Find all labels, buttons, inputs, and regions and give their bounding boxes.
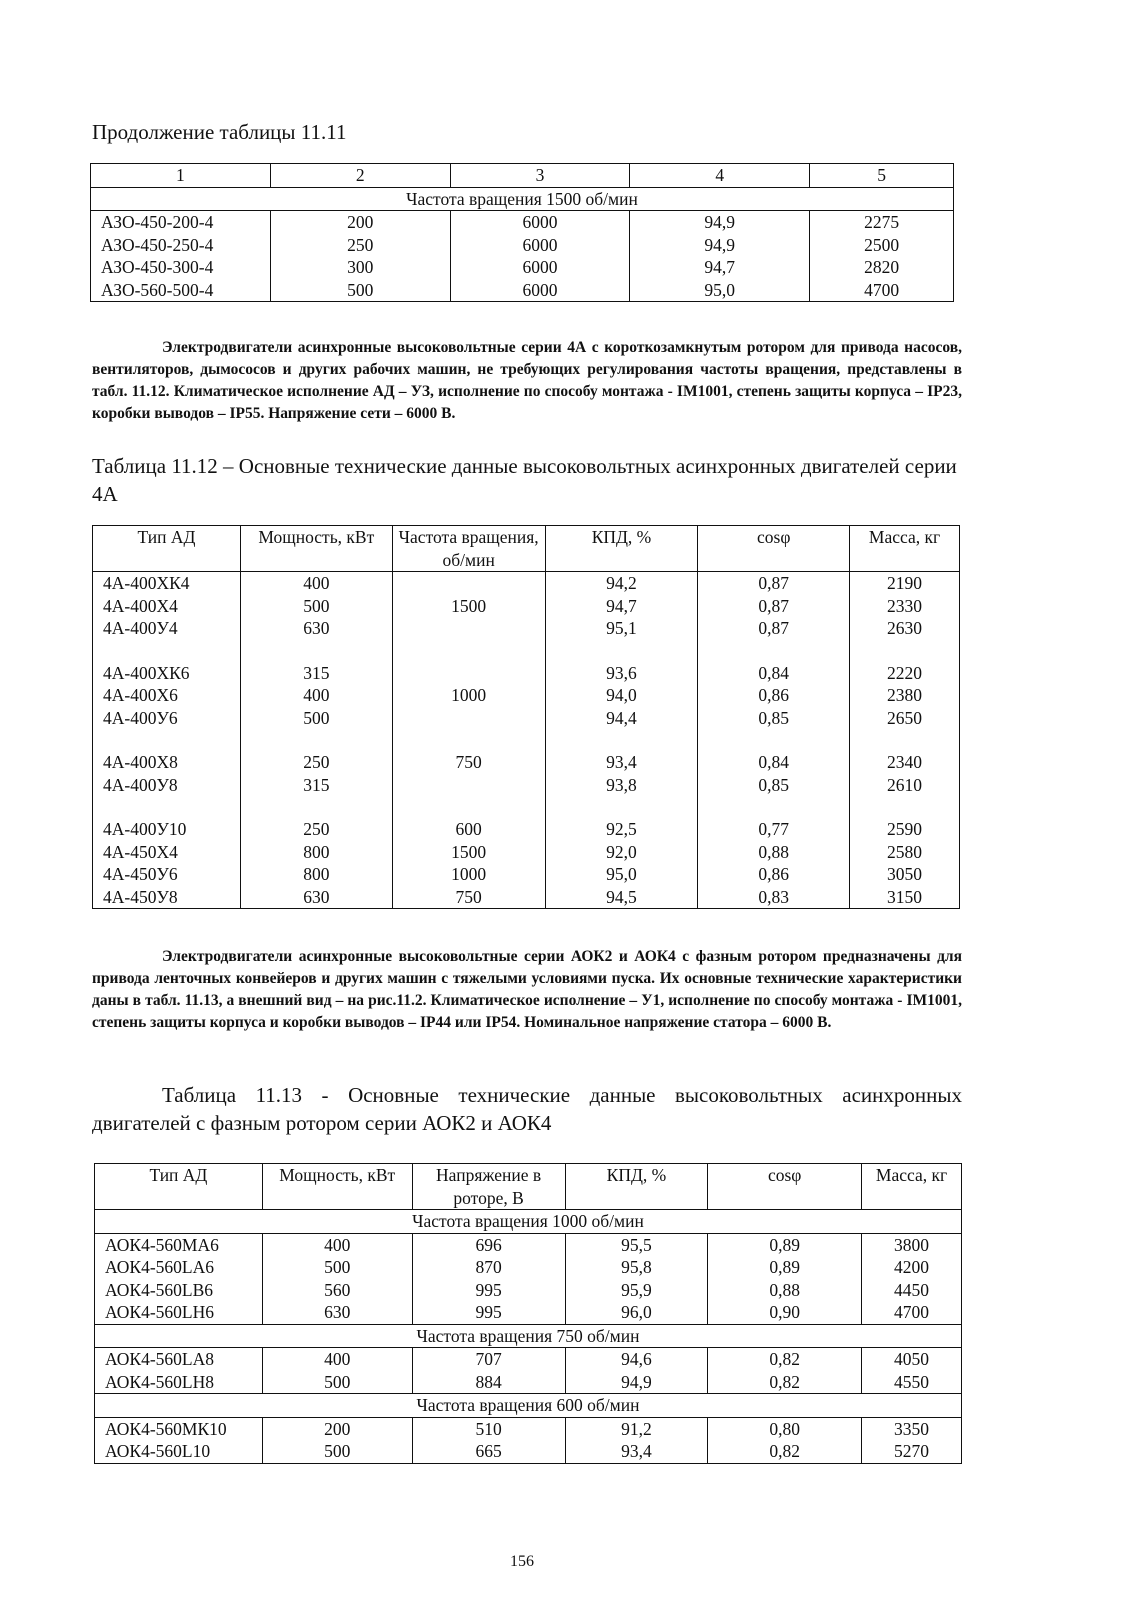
table-cell: 400	[262, 1233, 412, 1256]
table-row	[93, 818, 960, 841]
table-cell: 0,85	[698, 774, 850, 797]
table-cell: 4700	[810, 279, 954, 302]
table-cell: 630	[262, 1301, 412, 1324]
table-cell: 800	[240, 841, 392, 864]
table-header-row	[95, 1164, 962, 1210]
table-cell: 995	[412, 1301, 565, 1324]
table-cell: 95,0	[630, 279, 810, 302]
table-cell: АОК4-560LH6	[95, 1301, 263, 1324]
table-cell: 0,84	[698, 751, 850, 774]
table-row	[95, 1256, 962, 1279]
table-cell: АЗО-450-250-4	[91, 234, 271, 257]
table-cell: 4550	[862, 1371, 962, 1394]
table-cell: 500	[262, 1256, 412, 1279]
table-row	[95, 1440, 962, 1463]
header-cell: cosφ	[698, 526, 850, 572]
table-cell: 0,86	[698, 684, 850, 707]
table-cell: 3050	[850, 863, 960, 886]
table-cell: 4А-400У10	[93, 818, 241, 841]
table-row	[93, 572, 960, 595]
table-cell: 0,84	[698, 662, 850, 685]
table-cell: 2330	[850, 595, 960, 618]
table-row	[93, 841, 960, 864]
table-cell: 0,83	[698, 886, 850, 909]
section-title: Частота вращения 1000 об/мин	[95, 1210, 962, 1234]
section-title: Частота вращения 600 об/мин	[95, 1394, 962, 1418]
table-cell: 500	[262, 1371, 412, 1394]
section-row	[95, 1324, 962, 1348]
table-cell: 2340	[850, 751, 960, 774]
header-cell: 1	[91, 164, 271, 188]
table-cell: 665	[412, 1440, 565, 1463]
table-cell: АОК4-560LH8	[95, 1371, 263, 1394]
table-cell: 4А-400Х8	[93, 751, 241, 774]
table-cell: 0,90	[708, 1301, 862, 1324]
table-cell: 4А-400У8	[93, 774, 241, 797]
table-cell: 2630	[850, 617, 960, 640]
table-cell: 5270	[862, 1440, 962, 1463]
table-cell: 95,9	[565, 1279, 708, 1302]
table-cell: 0,88	[698, 841, 850, 864]
table-cell: 600	[392, 818, 545, 841]
table-cell: АОК4-560МК10	[95, 1417, 263, 1440]
header-cell: Масса, кг	[850, 526, 960, 572]
table-cell: 93,8	[545, 774, 698, 797]
table-cell: 0,82	[708, 1371, 862, 1394]
table-cell: 250	[270, 234, 450, 257]
table-row	[95, 1233, 962, 1256]
table-cell: 4200	[862, 1256, 962, 1279]
paragraph-1: Электродвигатели асинхронные высоковольтные серии 4А с короткозамкнутым ротором для привода насосов, вентиляторов, дымососов и других рабочих машин, не требующих регулирования частоты вращения, представлены в табл. 11.12. Климатическое исполнение АД – УЗ, исполнение по способу монтажа - IM1001, степень защиты корпуса – IP23, коробки выводов – IP55. Напряжение сети – 6000 В.	[92, 339, 962, 422]
table-cell: АОК4-560LB6	[95, 1279, 263, 1302]
table-cell: 2590	[850, 818, 960, 841]
table-cell: 92,5	[545, 818, 698, 841]
table-cell: 750	[392, 886, 545, 909]
table-cell: 91,2	[565, 1417, 708, 1440]
header-cell: 5	[810, 164, 954, 188]
header-cell: 3	[450, 164, 630, 188]
table-cell: 6000	[450, 211, 630, 234]
table-cell: АОК4-560L10	[95, 1440, 263, 1463]
header-cell: 4	[630, 164, 810, 188]
table-cell: АЗО-560-500-4	[91, 279, 271, 302]
paragraph-2: Электродвигатели асинхронные высоковольтные серии АОК2 и АОК4 с фазным ротором предназначены для привода ленточных конвейеров и других машин с тяжелыми условиями пуска. Их основные технические характеристики даны в табл. 11.13, а внешний вид – на рис.11.2. Климатическое исполнение – У1, исполнение по способу монтажа - IM1001, степень защиты корпуса и коробки выводов – IP44 или IP54. Номинальное напряжение статора – 6000 В.	[92, 948, 962, 1031]
table-cell: 95,0	[545, 863, 698, 886]
table-cell: АОК4-560МА6	[95, 1233, 263, 1256]
table-cell: 4А-400У4	[93, 617, 241, 640]
table-row	[91, 234, 954, 257]
table-cell: 400	[262, 1348, 412, 1371]
table-cell: 4А-450У6	[93, 863, 241, 886]
table-cell: 93,6	[545, 662, 698, 685]
table-cell: 200	[262, 1417, 412, 1440]
table-cell: АОК4-560LA8	[95, 1348, 263, 1371]
table-cell: 884	[412, 1371, 565, 1394]
table-row	[95, 1279, 962, 1302]
table-cell: АОК4-560LA6	[95, 1256, 263, 1279]
page-number: 156	[510, 1553, 534, 1570]
table-cell: 3150	[850, 886, 960, 909]
spacer-row	[93, 796, 960, 818]
header-cell: Масса, кг	[862, 1164, 962, 1210]
header-cell: КПД, %	[565, 1164, 708, 1210]
table-11-12	[92, 525, 960, 909]
table-cell: АЗО-450-200-4	[91, 211, 271, 234]
table-cell: 0,87	[698, 617, 850, 640]
table-cell: 4А-400ХК6	[93, 662, 241, 685]
table-cell: 560	[262, 1279, 412, 1302]
table-cell: 400	[240, 572, 392, 595]
table-cell: 6000	[450, 279, 630, 302]
table-cell: 696	[412, 1233, 565, 1256]
table-cell: 2610	[850, 774, 960, 797]
table-cell: 4А-400Х6	[93, 684, 241, 707]
header-cell: Тип АД	[93, 526, 241, 572]
table-cell	[392, 707, 545, 730]
section-title: Частота вращения 1500 об/мин	[91, 187, 954, 211]
caption-table-11-13: Таблица 11.13 - Основные технические данные высоковольтных асинхронных двигателей с фазным ротором серии АОК2 и АОК4	[92, 1083, 962, 1135]
table-cell: 1500	[392, 595, 545, 618]
table-cell: 4А-400Х4	[93, 595, 241, 618]
table-cell: 2650	[850, 707, 960, 730]
table-11-11	[90, 163, 954, 302]
table-row	[93, 595, 960, 618]
table-cell: 2580	[850, 841, 960, 864]
table-cell: 6000	[450, 256, 630, 279]
table-cell: 750	[392, 751, 545, 774]
table-cell: 93,4	[545, 751, 698, 774]
table-cell: 2275	[810, 211, 954, 234]
table-row	[93, 774, 960, 797]
table-row	[91, 256, 954, 279]
section-row	[91, 187, 954, 211]
table-cell: 94,7	[545, 595, 698, 618]
table-cell: 4А-400У6	[93, 707, 241, 730]
table-cell: 250	[240, 751, 392, 774]
table-cell: 510	[412, 1417, 565, 1440]
table-cell: 315	[240, 662, 392, 685]
table-cell: 94,2	[545, 572, 698, 595]
table-cell: 4050	[862, 1348, 962, 1371]
table-cell: 3350	[862, 1417, 962, 1440]
table-cell: 1000	[392, 684, 545, 707]
table-cell: АЗО-450-300-4	[91, 256, 271, 279]
table-cell: 0,80	[708, 1417, 862, 1440]
table-cell	[392, 617, 545, 640]
table-cell: 400	[240, 684, 392, 707]
table-cell: 95,8	[565, 1256, 708, 1279]
table-cell: 4А-450У8	[93, 886, 241, 909]
table-cell: 0,82	[708, 1440, 862, 1463]
section-row	[95, 1210, 962, 1234]
table-cell: 3800	[862, 1233, 962, 1256]
table-row	[93, 684, 960, 707]
table-header-row	[91, 164, 954, 188]
header-cell: Частота вращения, об/мин	[392, 526, 545, 572]
header-cell: КПД, %	[545, 526, 698, 572]
table-cell: 94,6	[565, 1348, 708, 1371]
table-row	[93, 886, 960, 909]
table-cell: 707	[412, 1348, 565, 1371]
table-cell: 94,5	[545, 886, 698, 909]
table-cell: 500	[240, 707, 392, 730]
table-cell: 0,88	[708, 1279, 862, 1302]
table-cell: 800	[240, 863, 392, 886]
table-row	[95, 1417, 962, 1440]
table-cell: 94,9	[630, 211, 810, 234]
table-cell: 4А-400ХК4	[93, 572, 241, 595]
table-cell: 94,0	[545, 684, 698, 707]
caption-table-11-12: Таблица 11.12 – Основные технические данные высоковольтных асинхронных двигателей серии 4А	[92, 454, 957, 506]
table-cell	[392, 662, 545, 685]
table-cell: 300	[270, 256, 450, 279]
table-cell: 315	[240, 774, 392, 797]
table-cell: 500	[262, 1440, 412, 1463]
table-cell: 94,9	[565, 1371, 708, 1394]
table-cell: 630	[240, 886, 392, 909]
header-cell: cosφ	[708, 1164, 862, 1210]
table-cell: 4А-450Х4	[93, 841, 241, 864]
spacer-row	[93, 640, 960, 662]
table-row	[93, 707, 960, 730]
table-cell: 0,86	[698, 863, 850, 886]
table-cell	[392, 774, 545, 797]
table-cell: 0,87	[698, 572, 850, 595]
table-row	[91, 211, 954, 234]
table-cell: 94,7	[630, 256, 810, 279]
table-cell: 4700	[862, 1301, 962, 1324]
table-cell: 870	[412, 1256, 565, 1279]
continuation-title: Продолжение таблицы 11.11	[92, 120, 347, 144]
table-cell: 0,89	[708, 1256, 862, 1279]
table-cell: 94,4	[545, 707, 698, 730]
table-cell: 92,0	[545, 841, 698, 864]
header-cell: Мощность, кВт	[262, 1164, 412, 1210]
table-cell: 250	[240, 818, 392, 841]
table-cell: 500	[240, 595, 392, 618]
table-cell: 2500	[810, 234, 954, 257]
table-11-13	[94, 1163, 962, 1464]
section-row	[95, 1394, 962, 1418]
table-cell: 6000	[450, 234, 630, 257]
table-cell: 1500	[392, 841, 545, 864]
section-title: Частота вращения 750 об/мин	[95, 1324, 962, 1348]
table-row	[93, 863, 960, 886]
table-cell: 995	[412, 1279, 565, 1302]
table-cell: 4450	[862, 1279, 962, 1302]
table-row	[95, 1301, 962, 1324]
table-cell: 93,4	[565, 1440, 708, 1463]
table-cell: 94,9	[630, 234, 810, 257]
table-cell: 96,0	[565, 1301, 708, 1324]
table-row	[93, 751, 960, 774]
spacer-row	[93, 729, 960, 751]
table-cell: 200	[270, 211, 450, 234]
table-cell: 2220	[850, 662, 960, 685]
table-cell: 500	[270, 279, 450, 302]
table-cell: 2380	[850, 684, 960, 707]
table-cell: 0,87	[698, 595, 850, 618]
table-cell: 1000	[392, 863, 545, 886]
table-cell: 0,89	[708, 1233, 862, 1256]
header-cell: 2	[270, 164, 450, 188]
header-cell: Напряжение в роторе, В	[412, 1164, 565, 1210]
table-header-row	[93, 526, 960, 572]
header-cell: Мощность, кВт	[240, 526, 392, 572]
table-cell: 0,82	[708, 1348, 862, 1371]
table-row	[95, 1348, 962, 1371]
table-cell: 2820	[810, 256, 954, 279]
table-row	[93, 662, 960, 685]
table-cell: 630	[240, 617, 392, 640]
table-cell	[392, 572, 545, 595]
table-cell: 0,77	[698, 818, 850, 841]
table-cell: 95,5	[565, 1233, 708, 1256]
header-cell: Тип АД	[95, 1164, 263, 1210]
table-cell: 2190	[850, 572, 960, 595]
table-row	[95, 1371, 962, 1394]
table-row	[91, 279, 954, 302]
table-cell: 95,1	[545, 617, 698, 640]
table-row	[93, 617, 960, 640]
table-cell: 0,85	[698, 707, 850, 730]
